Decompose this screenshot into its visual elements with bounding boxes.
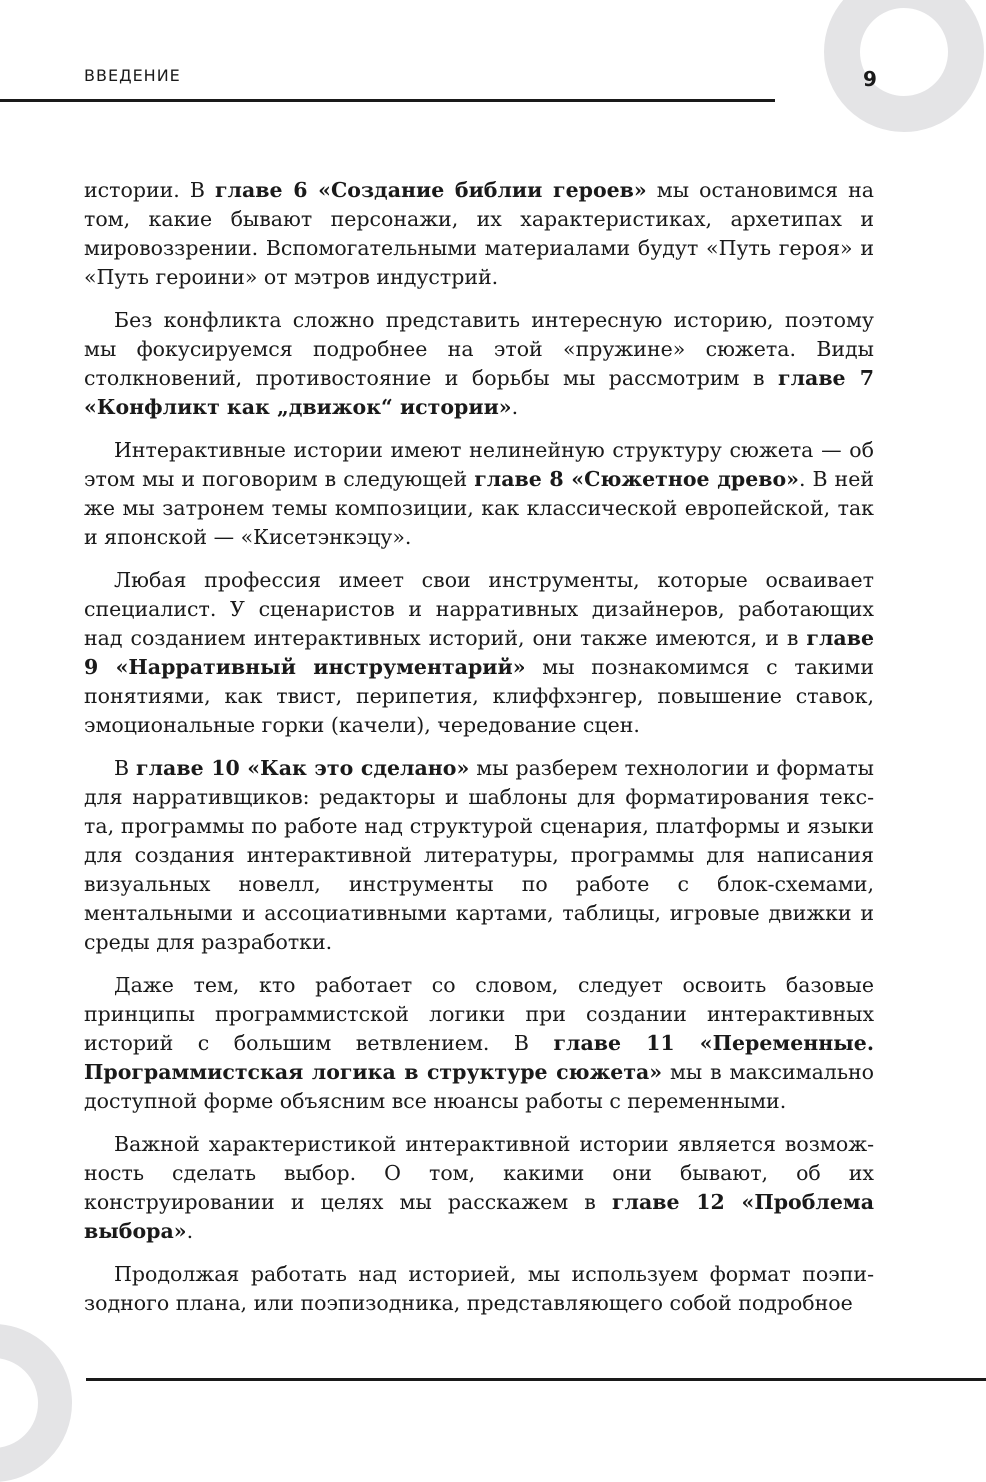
paragraph: [84, 754, 874, 957]
footer-rule: [86, 1378, 986, 1381]
text-run: Любая профессия имеет свои инструменты, которые осваивает специалист. У сценаристов и нарративных дизайнеров, работающих над созданием интерактивных историй, они также имеются, и в: [84, 568, 874, 650]
text-run: В: [114, 756, 137, 780]
running-head: ВВЕДЕНИЕ: [84, 66, 181, 85]
text-run: Без конфликта сложно представить интересную историю, поэтому мы фокусируемся подробнее на этой «пружине» сюжета. Виды столкновений, противостояние и борьбы мы рассмотрим в: [84, 308, 874, 390]
text-run: . В ней же мы затронем темы композиции, как классической европейской, так и японской — «Кисетэнкэцу».: [84, 467, 874, 549]
decorative-ring-bottom: [0, 1324, 72, 1482]
chapter-reference: главе 6 «Создание библии героев»: [214, 178, 647, 202]
chapter-reference: главе 12 «Проблема выбора»: [84, 1190, 874, 1243]
header-rule: [0, 99, 775, 102]
chapter-reference: главе 10 «Как это сделано»: [136, 756, 470, 780]
paragraph: [84, 566, 874, 740]
text-run: Даже тем, кто работает со словом, следует освоить базовые принципы программистской логики при создании интерактивных историй с большим ветвлением. В: [84, 973, 874, 1055]
text-run: мы познакомимся с такими понятиями, как твист, перипетия, клиффхэнгер, повышение ставок, эмоциональные горки (качели), чередование сцен.: [84, 655, 874, 737]
text-run: Продолжая работать над историей, мы используем формат поэпизодного плана, или поэпизодника, представляющего собой подробное: [84, 1262, 874, 1315]
text-run: истории. В: [84, 178, 215, 202]
text-run: Важной характеристикой интерактивной истории является возможность сделать выбор. О том, какими они бывают, об их конструировании и целях мы расскажем в: [84, 1132, 874, 1214]
chapter-reference: главе 11 «Переменные. Программистская логика в структуре сюжета»: [84, 1031, 874, 1084]
paragraph: [84, 971, 874, 1116]
text-run: мы остановимся на том, какие бывают персонажи, их характеристиках, архетипах и мировоззрении. Вспомогательными материалами будут «Путь героя» и «Путь героини» от мэтров индустрий.: [84, 178, 874, 289]
text-run: мы в максимально доступной форме объясним все нюансы работы с переменными.: [84, 1060, 874, 1113]
text-run: .: [511, 395, 519, 419]
page-number: 9: [863, 67, 877, 91]
body-text: [84, 176, 874, 1332]
paragraph: [84, 1130, 874, 1246]
chapter-reference: главе 9 «Нарративный инструментарий»: [84, 626, 874, 679]
text-run: Интерактивные истории имеют нелинейную структуру сюжета — об этом мы и поговорим в следующей: [84, 438, 874, 491]
decorative-ring-top: [824, 0, 984, 132]
text-run: мы разберем технологии и форматы для нарративщиков: редакторы и шаблоны для форматирования текста, программы по работе над структурой сценария, платформы и языки для создания интерактивной литературы, программы для написания визуальных новелл, инструменты по работе с блок-схемами, ментальными и ассоциативными картами, таблицы, игровые движки и среды для разработки.: [84, 756, 874, 954]
paragraph: [84, 436, 874, 552]
chapter-reference: главе 7 «Конфликт как „движок“ истории»: [84, 366, 874, 419]
chapter-reference: главе 8 «Сюжетное древо»: [474, 467, 799, 491]
paragraph: [84, 306, 874, 422]
text-run: .: [186, 1219, 194, 1243]
paragraph: [84, 1260, 874, 1318]
paragraph: [84, 176, 874, 292]
